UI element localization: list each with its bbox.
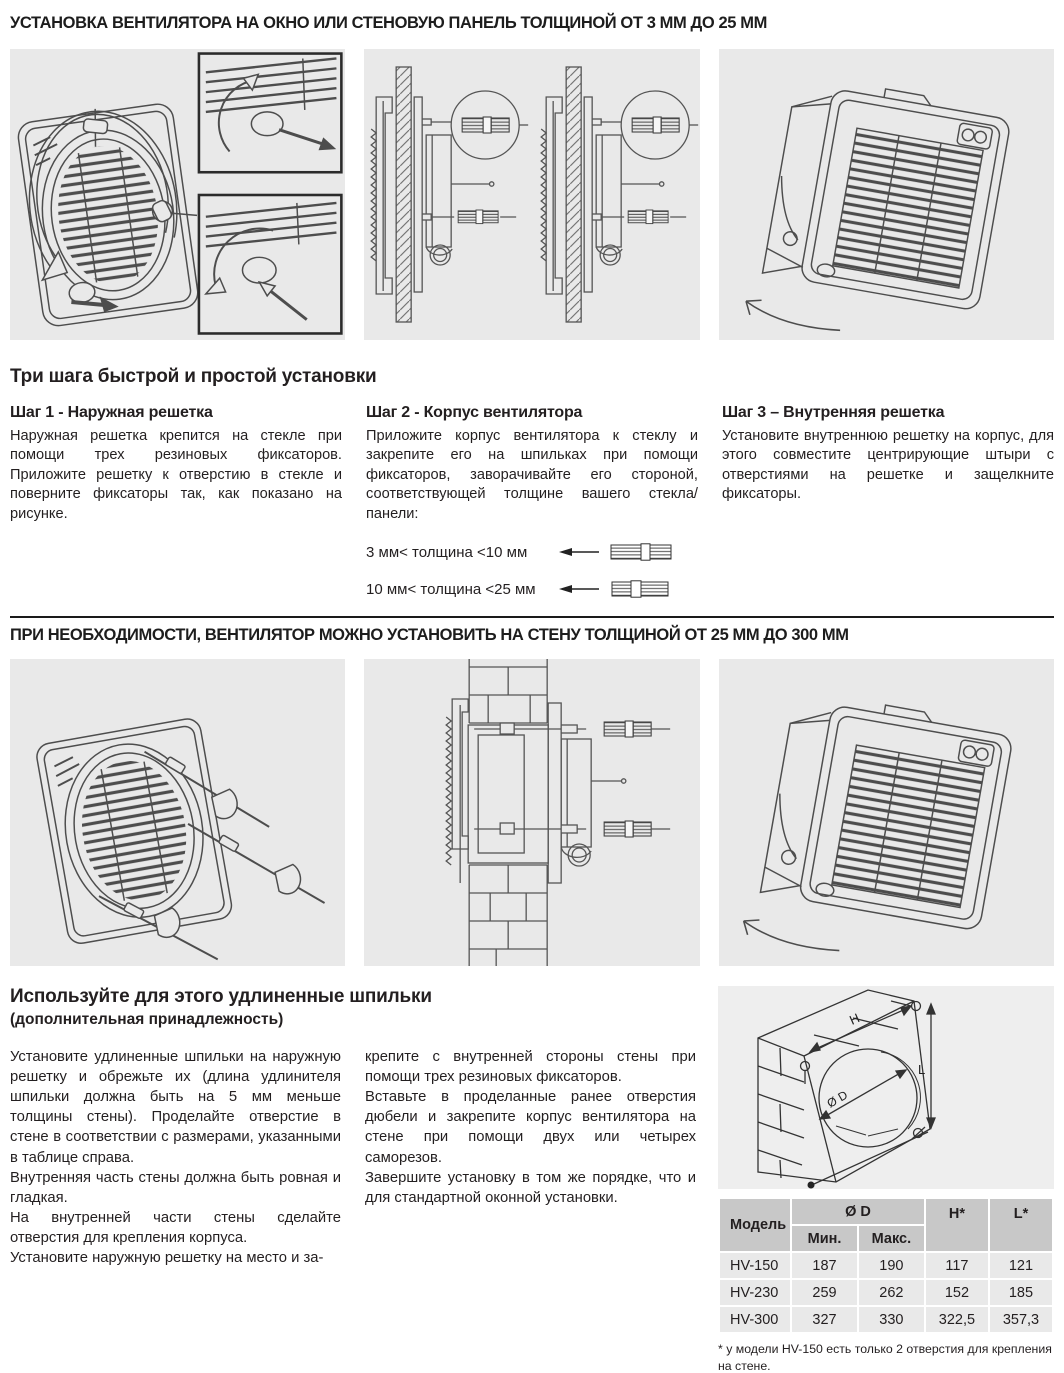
dim-label-l: L [918, 1062, 926, 1078]
cell-model: HV-150 [720, 1253, 790, 1278]
cell-dmax: 330 [859, 1307, 924, 1332]
steps-row [10, 404, 1054, 598]
dimensions-table [718, 1197, 1054, 1334]
bottom-right-column [718, 986, 1054, 1373]
section-divider [10, 616, 1054, 618]
illustration-panel-wall-side-view [364, 659, 699, 966]
step2-title: Шаг 2 - Корпус вентилятора [366, 404, 583, 421]
section2-heading: ПРИ НЕОБХОДИМОСТИ, ВЕНТИЛЯТОР МОЖНО УСТАНОВИТЬ НА СТЕНУ ТОЛЩИНОЙ ОТ 25 ММ ДО 300 ММ [10, 626, 849, 645]
step1-title: Шаг 1 - Наружная решетка [10, 404, 213, 421]
paragraph: крепите с внутренней стороны стены при помощи трех резиновых фиксаторов. [365, 1049, 696, 1086]
fixator-thin-icon [610, 543, 672, 561]
cell-l: 357,3 [990, 1307, 1052, 1332]
table-header-h: H* [926, 1199, 988, 1251]
illustration-panel-extended-pins [10, 659, 345, 966]
step3-title: Шаг 3 – Внутренняя решетка [722, 404, 945, 421]
fan-body-3d-illustration-2 [719, 659, 1054, 966]
paragraph: Установите наружную решетку на место и за- [10, 1250, 324, 1267]
outer-grille-fixators-illustration [10, 49, 345, 340]
cell-model: HV-300 [720, 1307, 790, 1332]
illustration-panel-fan-3d [719, 49, 1054, 340]
left-arrow-icon [558, 583, 600, 595]
left-arrow-icon [558, 546, 600, 558]
thickness-label-1: 3 мм< толщина <10 мм [366, 543, 528, 561]
wall-hole-dimensions-illustration [718, 986, 1054, 1189]
paragraph: Завершите установку в том же порядке, что и для стандартной оконной установки. [365, 1169, 696, 1206]
bottom-text-column-1 [10, 1047, 341, 1268]
section2-illustrations [10, 659, 1054, 966]
section1-heading: УСТАНОВКА ВЕНТИЛЯТОРА НА ОКНО ИЛИ СТЕНОВУЮ ПАНЕЛЬ ТОЛЩИНОЙ ОТ 3 ММ ДО 25 ММ [10, 14, 767, 32]
paragraph: На внутренней части стены сделайте отверстия для крепления корпуса. [10, 1209, 341, 1247]
dim-label-h: H [847, 1010, 862, 1028]
paragraph: Установите удлиненные шпильки на наружную решетку и обрежьте их (длина удлинителя шпильки должна быть на 5 мм меньше толщины стены). Проделайте отверстие в стене в соответствии с размерами, указанными в таблице справа. [10, 1049, 341, 1166]
cell-dmax: 190 [859, 1253, 924, 1278]
table-row [720, 1280, 1052, 1305]
cell-l: 185 [990, 1280, 1052, 1305]
cell-h: 117 [926, 1253, 988, 1278]
cell-h: 322,5 [926, 1307, 988, 1332]
cell-model: HV-230 [720, 1280, 790, 1305]
bottom-section [10, 986, 1054, 1373]
table-header-max: Макс. [859, 1226, 924, 1251]
bottom-subheading: Используйте для этого удлиненные шпильки [10, 986, 432, 1008]
grille-extended-pins-illustration [10, 659, 345, 966]
fan-body-3d-illustration [719, 49, 1054, 340]
step2-column [366, 404, 698, 598]
cell-h: 152 [926, 1280, 988, 1305]
table-header-min: Мин. [792, 1226, 857, 1251]
paragraph: Внутренняя часть стены должна быть ровная и гладкая. [10, 1169, 341, 1206]
cell-dmin: 259 [792, 1280, 857, 1305]
bottom-left-text [10, 986, 696, 1373]
step3-text: Установите внутреннюю решетку на корпус, для этого совместите центрирующие штыри с отверстиями на решетке и защелкните фиксаторы. [722, 428, 1054, 503]
step3-column [722, 404, 1054, 598]
wall-mount-side-view-illustration [364, 659, 699, 966]
table-header-l: L* [990, 1199, 1052, 1251]
illustration-panel-window-side-view [364, 49, 699, 340]
illustration-panel-fan-3d-2 [719, 659, 1054, 966]
thickness-label-2: 10 мм< толщина <25 мм [366, 580, 536, 598]
cell-dmin: 327 [792, 1307, 857, 1332]
illustration-panel-grille-fixators [10, 49, 345, 340]
paragraph: Вставьте в проделанные ранее отверстия дюбели и закрепите корпус вентилятора на стене при помощи двух или четырех саморезов. [365, 1089, 696, 1166]
window-mount-side-view-illustration [364, 49, 699, 340]
bottom-subheading-note: (дополнительная принадлежность) [10, 1011, 284, 1029]
dim-label-d: Ø D [824, 1087, 850, 1111]
cell-dmax: 262 [859, 1280, 924, 1305]
bottom-text-column-2 [365, 1047, 696, 1268]
step1-text: Наружная решетка крепится на стекле при помощи трех резиновых фиксаторов. Приложите решетку к отверстию в стекле и поверните фиксаторы так, как показано на рисунке. [10, 428, 342, 522]
table-footnote: * у модели HV-150 есть только 2 отверстия для крепления на стене. [718, 1342, 1052, 1373]
section1-illustrations [10, 49, 1054, 340]
thickness-option-2 [366, 580, 698, 598]
cell-dmin: 187 [792, 1253, 857, 1278]
step2-text: Приложите корпус вентилятора к стеклу и закрепите его на шпильках при помощи фиксаторов, заворачивайте его стороной, соответствующей толщине вашего стекла/панели: [366, 428, 698, 522]
table-row [720, 1307, 1052, 1332]
step1-column [10, 404, 342, 598]
section1-subheading: Три шага быстрой и простой установки [10, 366, 377, 387]
fixator-thick-icon [610, 580, 672, 598]
cell-l: 121 [990, 1253, 1052, 1278]
table-header-diameter: Ø D [792, 1199, 924, 1224]
table-row [720, 1253, 1052, 1278]
table-header-model: Модель [720, 1199, 790, 1251]
thickness-option-1 [366, 543, 698, 561]
